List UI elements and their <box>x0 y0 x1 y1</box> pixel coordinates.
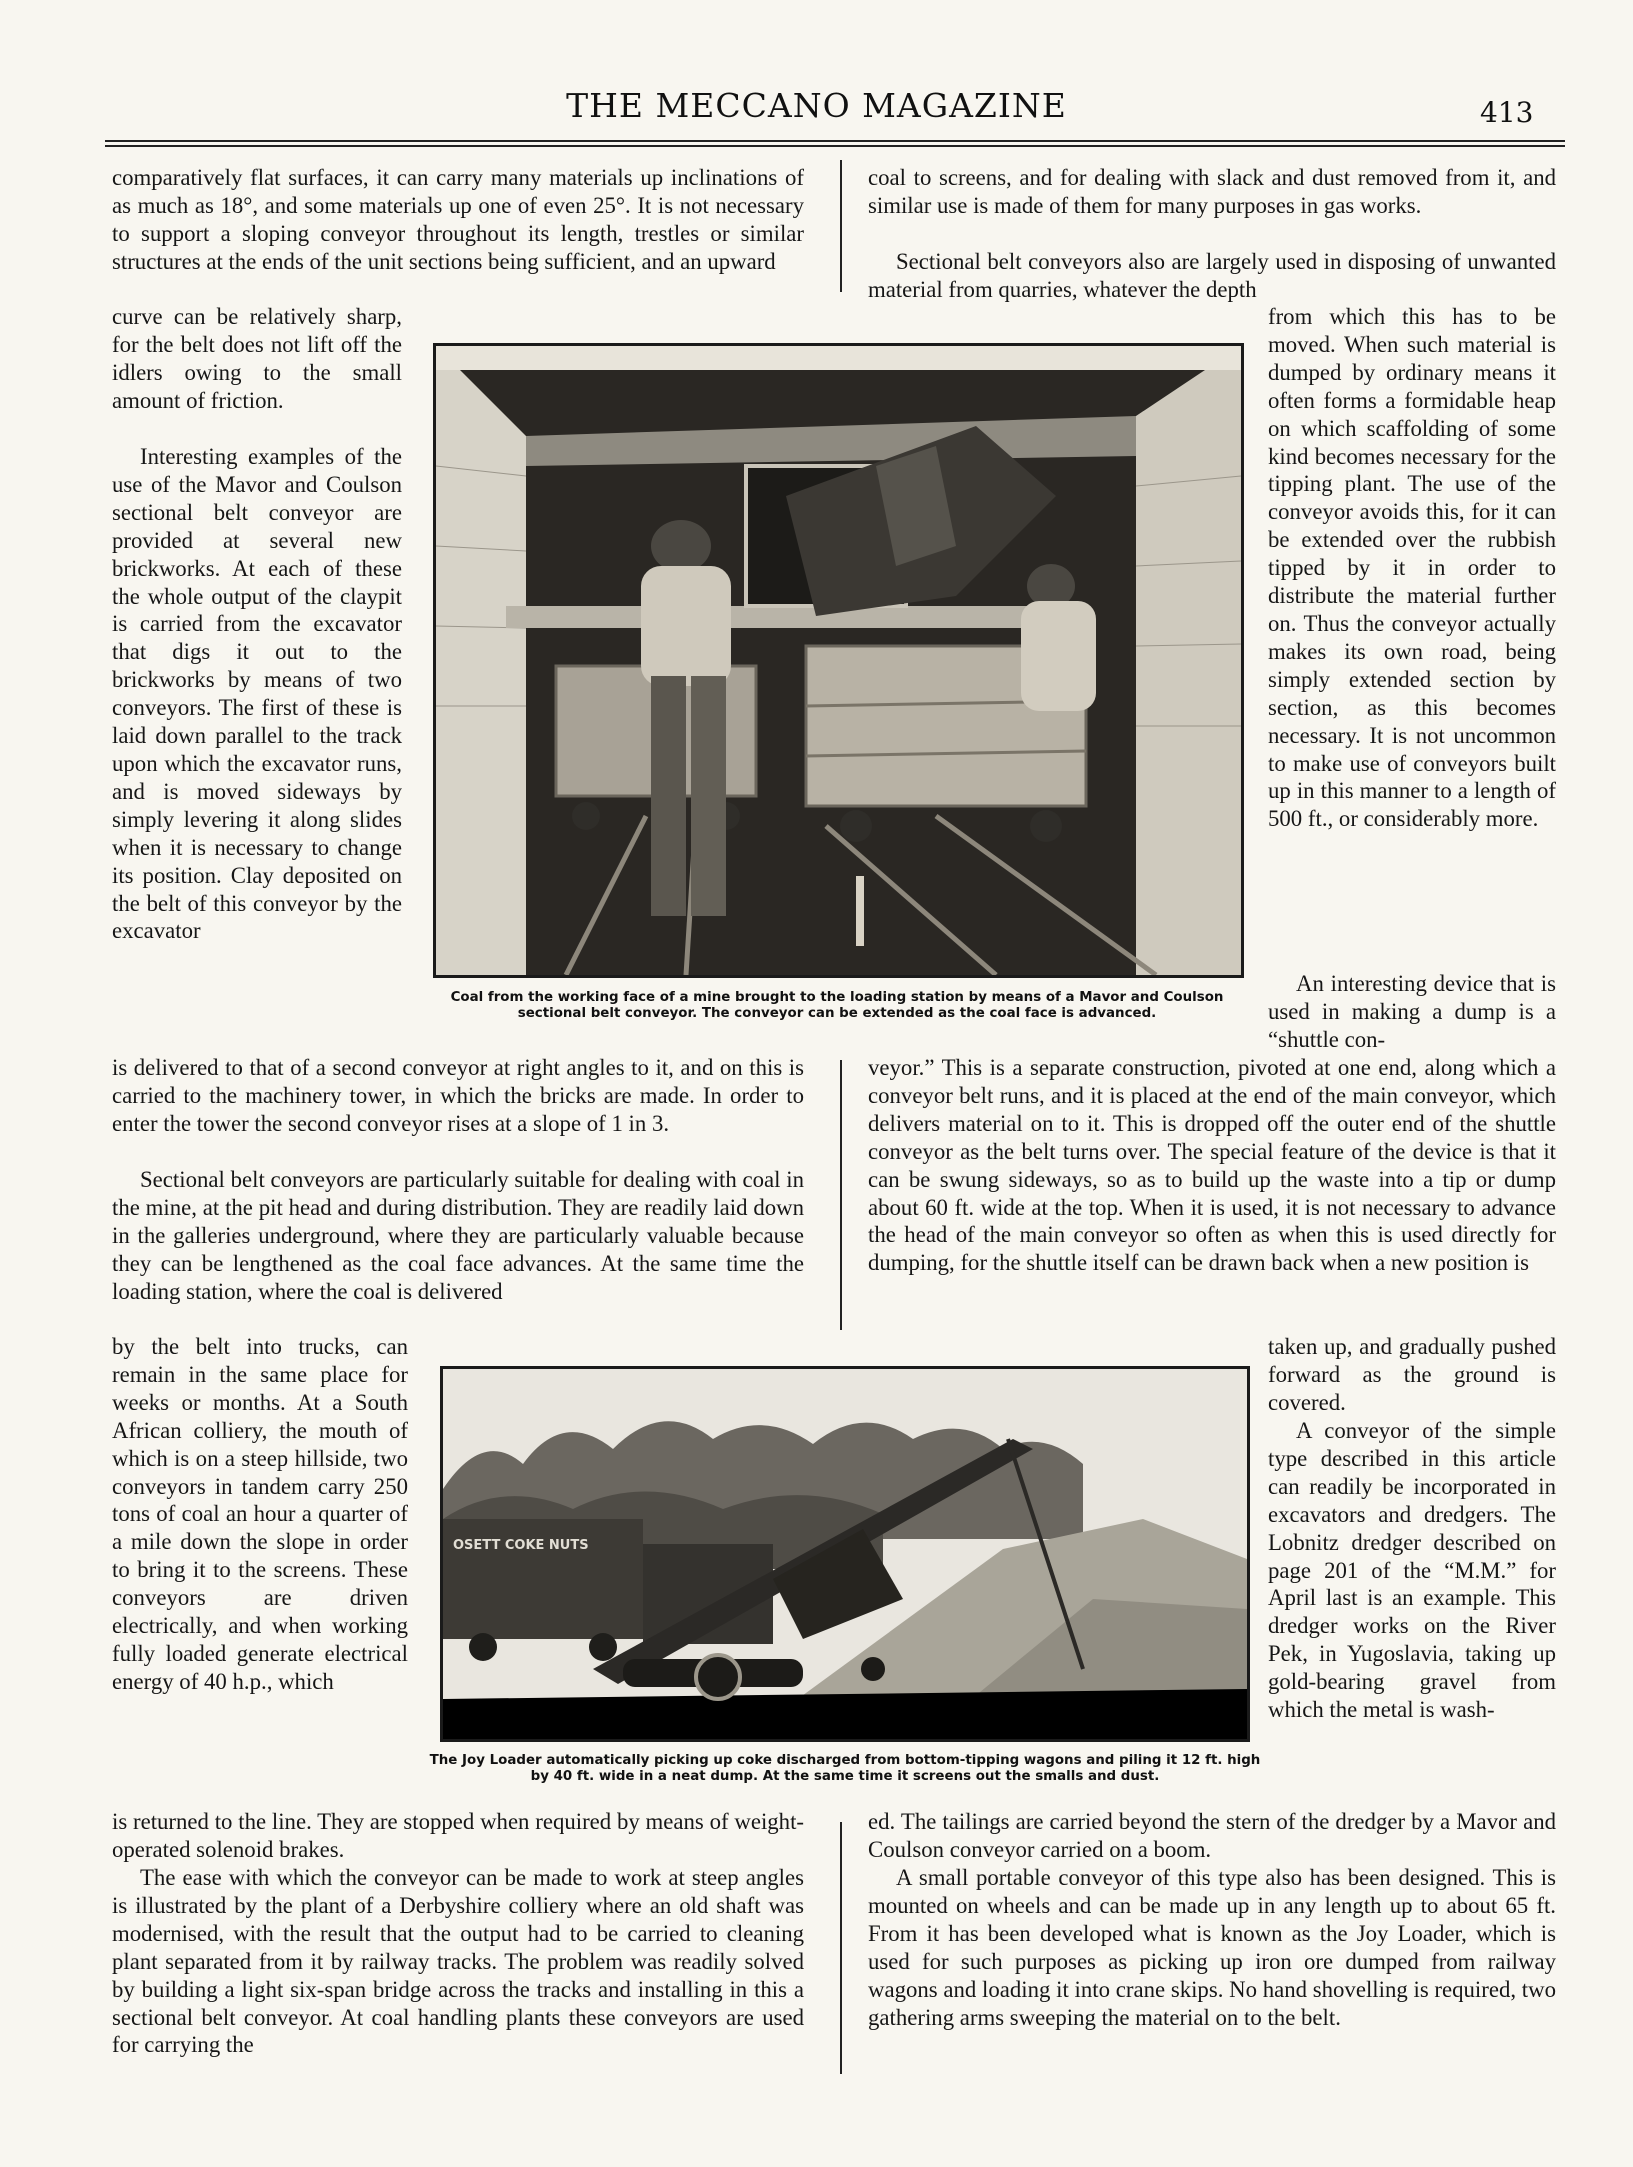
header-rule-top <box>105 140 1565 142</box>
body-paragraph: Interesting examples of the use of the Mavor and Coulson sectional belt conveyor are provided at several new brickworks. At each of these the whole output of the claypit is carried from the excavator that digs it out to the brickworks by means of two conveyors. The first of these is laid down parallel to the track upon which the excavator runs, and is moved sideways by simply levering it along slides when it is necessary to change its position. Clay deposited on the belt of this conveyor by the excavator <box>112 444 402 944</box>
magazine-title: THE MECCANO MAGAZINE <box>566 86 1067 125</box>
column-separator <box>840 1060 842 1330</box>
body-paragraph: coal to screens, and for dealing with slack and dust removed from it, and similar use is made of them for many purposes in gas works. <box>868 165 1556 218</box>
column-separator <box>840 1822 842 2074</box>
body-paragraph: ed. The tailings are carried beyond the stern of the dredger by a Mavor and Coulson conveyor carried on a boom. <box>868 1809 1556 1862</box>
joy-loader-caption: The Joy Loader automatically picking up coke discharged from bottom-tipping wagons and piling it 12 ft. high by 40 ft. wide in a neat dump. At the same time it screens out the smalls and dust. <box>429 1753 1261 1784</box>
body-paragraph: is returned to the line. They are stopped when required by means of weight-operated solenoid brakes. <box>112 1809 804 1862</box>
column-separator <box>840 160 842 292</box>
body-paragraph: curve can be relatively sharp, for the belt does not lift off the idlers owing to the small amount of friction. <box>112 304 402 413</box>
joy-loader-illustration <box>443 1369 1247 1739</box>
body-paragraph: taken up, and gradually pushed forward as the ground is covered. <box>1268 1334 1556 1415</box>
body-paragraph: The ease with which the conveyor can be made to work at steep angles is illustrated by the plant of a Derbyshire colliery where an old shaft was modernised, with the result that the output had to be carried to cleaning plant separated from it by railway tracks. The problem was readily solved by building a light six-span bridge across the tracks and installing in this a sectional belt conveyor. At coal handling plants these conveyors are used for carrying the <box>112 1865 804 2058</box>
body-paragraph: comparatively flat surfaces, it can carry many materials up inclinations of as much as 18°, and some materials up one of even 25°. It is not necessary to support a sloping conveyor throughout its length, trestles or similar structures at the ends of the unit sections being sufficient, and an upward <box>112 165 804 274</box>
body-paragraph: A small portable conveyor of this type also has been designed. This is mounted on wheels and can be made up in any length up to about 65 ft. From it has been developed what is known as the Joy Loader, which is used for such purposes as picking up iron ore dumped from railway wagons and loading it into crane skips. No hand shovelling is required, two gathering arms sweeping the material on to the belt. <box>868 1865 1556 2030</box>
body-paragraph: veyor.” This is a separate construction, pivoted at one end, along which a conveyor belt runs, and it is placed at the end of the main conveyor, which delivers material on to it. This is dropped off the outer end of the shuttle conveyor as the belt turns over. The special feature of the device is that it can be swung sideways, so as to build up the waste into a tip or dump about 60 ft. wide at the top. When it is used, it is not necessary to advance the head of the main conveyor so often as when this is used directly for dumping, for the shuttle itself can be drawn back when a new position is <box>868 1055 1556 1276</box>
mine-loading-photo <box>433 343 1244 978</box>
body-paragraph: from which this has to be moved. When such material is dumped by ordinary means it often forms a formidable heap on which scaffolding of some kind becomes necessary for the tipping plant. The use of the conveyor avoids this, for it can be extended over the rubbish tipped by it in order to distribute the material further on. Thus the conveyor actually makes its own road, being simply extended section by section, as this becomes necessary. It is not uncommon to make use of conveyors built up in this manner to a length of 500 ft., or considerably more. <box>1268 304 1556 832</box>
body-paragraph: A conveyor of the simple type described in this article can readily be incorporated in excavators and dredgers. The Lobnitz dredger described on page 201 of the “M.M.” for April last is an example. This dredger works on the River Pek, in Yugoslavia, taking up gold-bearing gravel from which the metal is wash- <box>1268 1418 1556 1723</box>
body-paragraph: Sectional belt conveyors are particularly suitable for dealing with coal in the mine, at the pit head and during distribution. They are readily laid down in the galleries underground, where they are particularly valuable because they can be lengthened as the coal face advances. At the same time the loading station, where the coal is delivered <box>112 1167 804 1304</box>
body-paragraph: by the belt into trucks, can remain in the same place for weeks or months. At a South African colliery, the mouth of which is on a steep hillside, two conveyors in tandem carry 250 tons of coal an hour a quarter of a mile down the slope in order to bring it to the screens. These conveyors are driven electrically, and when working fully loaded generate electrical energy of 40 h.p., which <box>112 1334 408 1694</box>
body-paragraph: An interesting device that is used in making a dump is a “shuttle con- <box>1268 971 1556 1052</box>
joy-loader-photo <box>440 1366 1250 1742</box>
body-paragraph: Sectional belt conveyors also are largely used in disposing of unwanted material from quarries, whatever the depth <box>868 249 1556 302</box>
mine-photo-illustration <box>436 346 1241 975</box>
header-rule-bottom <box>105 145 1565 147</box>
wagon-lettering: OSETT COKE NUTS <box>453 1538 589 1553</box>
body-paragraph: is delivered to that of a second conveyor at right angles to it, and on this is carried to the machinery tower, in which the bricks are made. In order to enter the tower the second conveyor rises at a slope of 1 in 3. <box>112 1055 804 1136</box>
page-number: 413 <box>1480 96 1534 129</box>
mine-photo-caption: Coal from the working face of a mine brought to the loading station by means of a Mavor and Coulson sectional belt conveyor. The conveyor can be extended as the coal face is advanced. <box>450 990 1224 1021</box>
